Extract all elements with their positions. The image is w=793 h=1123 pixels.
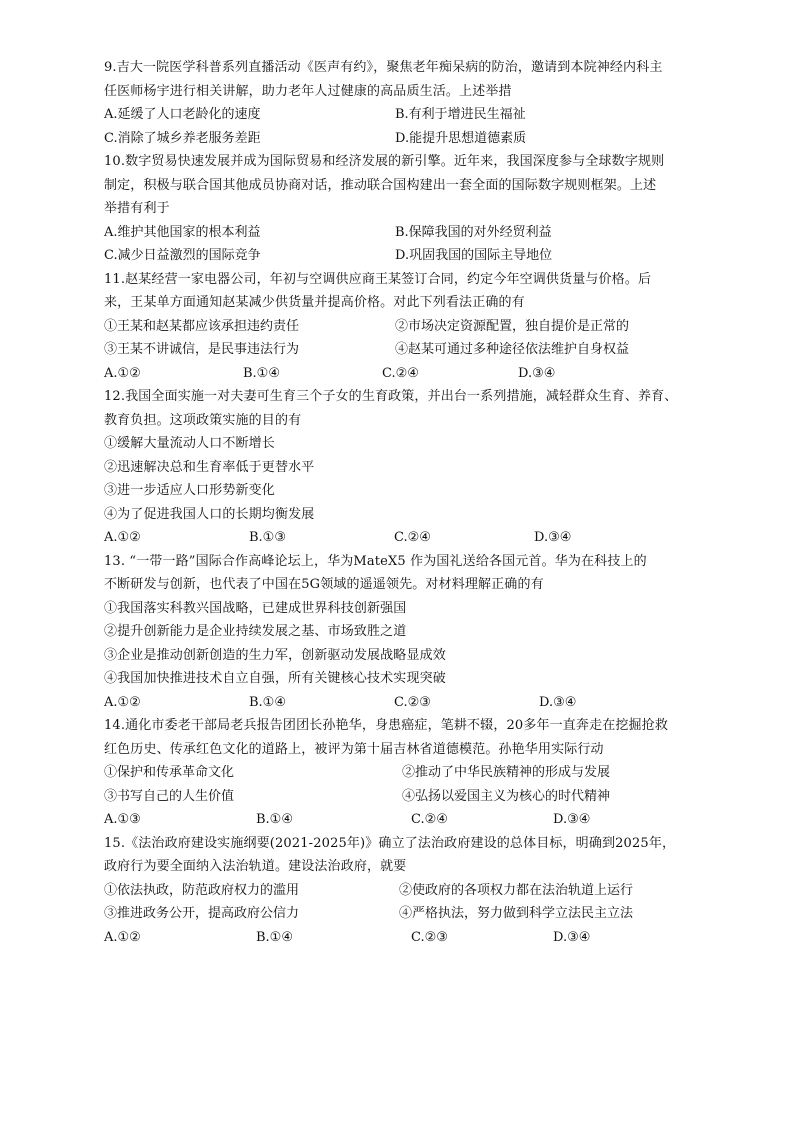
- question-stem-line: 教育负担。这项政策实施的目的有: [104, 412, 302, 428]
- statement-2: ②使政府的各项权力都在法治轨道上运行: [399, 882, 634, 898]
- statement-1: ①保护和传承革命文化: [104, 765, 235, 780]
- option-row: [104, 221, 716, 245]
- question-stem-line: 红色历史、传承红色文化的道路上，被评为第十届吉林省道德模范。孙艳华用实际行动: [104, 741, 604, 757]
- option-d: D.③④: [518, 365, 556, 381]
- question-stem-line: 任医师杨宇进行相关讲解，助力老年人过健康的高品质生活。上述举措: [104, 83, 512, 99]
- question-stem-line: 举措有利于: [104, 201, 170, 216]
- option-c: C.②④: [382, 365, 419, 381]
- option-row: [104, 362, 716, 386]
- statement-1: ①王某和赵某都应该承担违约责任: [104, 318, 300, 334]
- statement-row: [104, 315, 716, 339]
- question-9: [104, 56, 716, 150]
- option-a: A.①②: [104, 694, 141, 710]
- option-d: D.③④: [534, 530, 572, 545]
- question-15: [104, 832, 716, 950]
- question-10: [104, 150, 716, 268]
- option-row: [104, 808, 716, 832]
- question-stem-line: 政府行为要全面纳入法治轨道。建设法治政府，就要: [104, 859, 407, 874]
- option-b: B.①④: [249, 694, 286, 710]
- question-stem-line: 14.通化市委老干部局老兵报告团团长孙艳华，身患癌症，笔耕不辍，20多年一直奔走在挖掘抢救: [104, 718, 668, 733]
- statement-2: ②市场决定资源配置，独自提价是正常的: [395, 318, 630, 334]
- option-d: D.③④: [539, 694, 577, 710]
- option-a: A.延缓了人口老龄化的速度: [104, 107, 261, 122]
- option-row: [104, 526, 716, 550]
- statement-3: ③王某不讲诚信，是民事违法行为: [104, 342, 300, 357]
- option-c: C.②④: [411, 812, 448, 827]
- question-12: [104, 385, 716, 550]
- question-stem-line: 11.赵某经营一家电器公司，年初与空调供应商王某签订合同，约定今年空调供货量与价格。后: [104, 271, 652, 287]
- option-d: D.巩固我国的国际主导地位: [395, 248, 553, 263]
- question-stem-line: 12.我国全面实施一对夫妻可生育三个子女的生育政策，并出台一系列措施，减轻群众生育、养育、: [104, 389, 678, 404]
- question-11: [104, 268, 716, 386]
- option-d: D.能提升思想道德素质: [395, 130, 527, 146]
- statement-4: ④我国加快推进技术自立自强，所有关键核心技术实现突破: [104, 671, 446, 686]
- question-stem-line: 来，王某单方面通知赵某减少供货量并提高价格。对此下列看法正确的有: [104, 295, 525, 310]
- question-stem-line: 不断研发与创新，也代表了中国在5G领域的遥遥领先。对材料理解正确的有: [104, 577, 544, 592]
- option-a: A.①②: [104, 530, 141, 545]
- question-14: [104, 714, 716, 832]
- option-c: C.②④: [394, 530, 431, 545]
- option-d: D.③④: [553, 929, 591, 945]
- option-c: C.消除了城乡养老服务差距: [104, 130, 261, 146]
- option-b: B.保障我国的对外经贸利益: [395, 224, 552, 240]
- statement-2: ②提升创新能力是企业持续发展之基、市场致胜之道: [104, 624, 407, 639]
- exam-page: [104, 56, 716, 949]
- question-stem-line: 15.《法治政府建设实施纲要(2021-2025年)》确立了法治政府建设的总体目标，明确到2025年，: [104, 835, 676, 851]
- statement-3: ③书写自己的人生价值: [104, 788, 235, 804]
- option-b: B.①④: [256, 929, 293, 945]
- option-b: B.有利于增进民生福祉: [395, 107, 526, 122]
- option-row: [104, 127, 716, 151]
- question-stem-line: 制定，积极与联合国其他成员协商对话，推动联合国构建出一套全面的国际数字规则框架。上述: [104, 177, 657, 193]
- option-b: B.①④: [256, 812, 293, 827]
- option-a: A.①③: [104, 812, 141, 827]
- option-b: B.①③: [249, 530, 286, 545]
- statement-4: ④赵某可通过多种途径依法维护自身权益: [395, 342, 630, 357]
- statement-4: ④为了促进我国人口的长期均衡发展: [104, 506, 315, 522]
- statement-3: ③进一步适应人口形势新变化: [104, 483, 275, 498]
- statement-row: [104, 761, 716, 785]
- statement-row: [104, 879, 716, 903]
- statement-row: [104, 902, 716, 926]
- statement-2: ②迅速解决总和生育率低于更替水平: [104, 459, 315, 475]
- option-a: A.①②: [104, 929, 141, 945]
- option-a: A.①②: [104, 365, 141, 381]
- option-d: D.③④: [553, 812, 591, 827]
- option-a: A.维护其他国家的根本利益: [104, 224, 261, 240]
- question-13: [104, 550, 716, 715]
- statement-1: ①我国落实科教兴国战略，已建成世界科技创新强国: [104, 600, 407, 616]
- statement-2: ②推动了中华民族精神的形成与发展: [402, 765, 611, 780]
- option-row: [104, 103, 716, 127]
- statement-3: ③企业是推动创新创造的生力军，创新驱动发展战略显成效: [104, 647, 446, 663]
- question-stem-line: 9.吉大一院医学科普系列直播活动《医声有约》，聚焦老年痴呆病的防治，邀请到本院神经内科主: [104, 60, 663, 75]
- statement-4: ④严格执法，努力做到科学立法民主立法: [399, 906, 634, 921]
- statement-row: [104, 785, 716, 809]
- option-row: [104, 926, 716, 950]
- question-stem-line: 10.数字贸易快速发展并成为国际贸易和经济发展的新引擎。近年来，我国深度参与全球数字规则: [104, 154, 665, 169]
- statement-1: ①依法执政，防范政府权力的滥用: [104, 882, 300, 898]
- option-b: B.①④: [243, 365, 280, 381]
- option-row: [104, 691, 716, 715]
- option-c: C.②③: [411, 929, 448, 945]
- option-c: C.②③: [394, 694, 431, 710]
- option-row: [104, 244, 716, 268]
- statement-1: ①缓解大量流动人口不断增长: [104, 436, 275, 451]
- statement-row: [104, 338, 716, 362]
- question-stem-line: 13. “一带一路”国际合作高峰论坛上，华为MateX5 作为国礼送给各国元首。华为在科技上的: [104, 553, 647, 569]
- statement-3: ③推进政务公开，提高政府公信力: [104, 906, 300, 921]
- option-c: C.减少日益激烈的国际竞争: [104, 248, 261, 263]
- statement-4: ④弘扬以爱国主义为核心的时代精神: [402, 788, 611, 804]
